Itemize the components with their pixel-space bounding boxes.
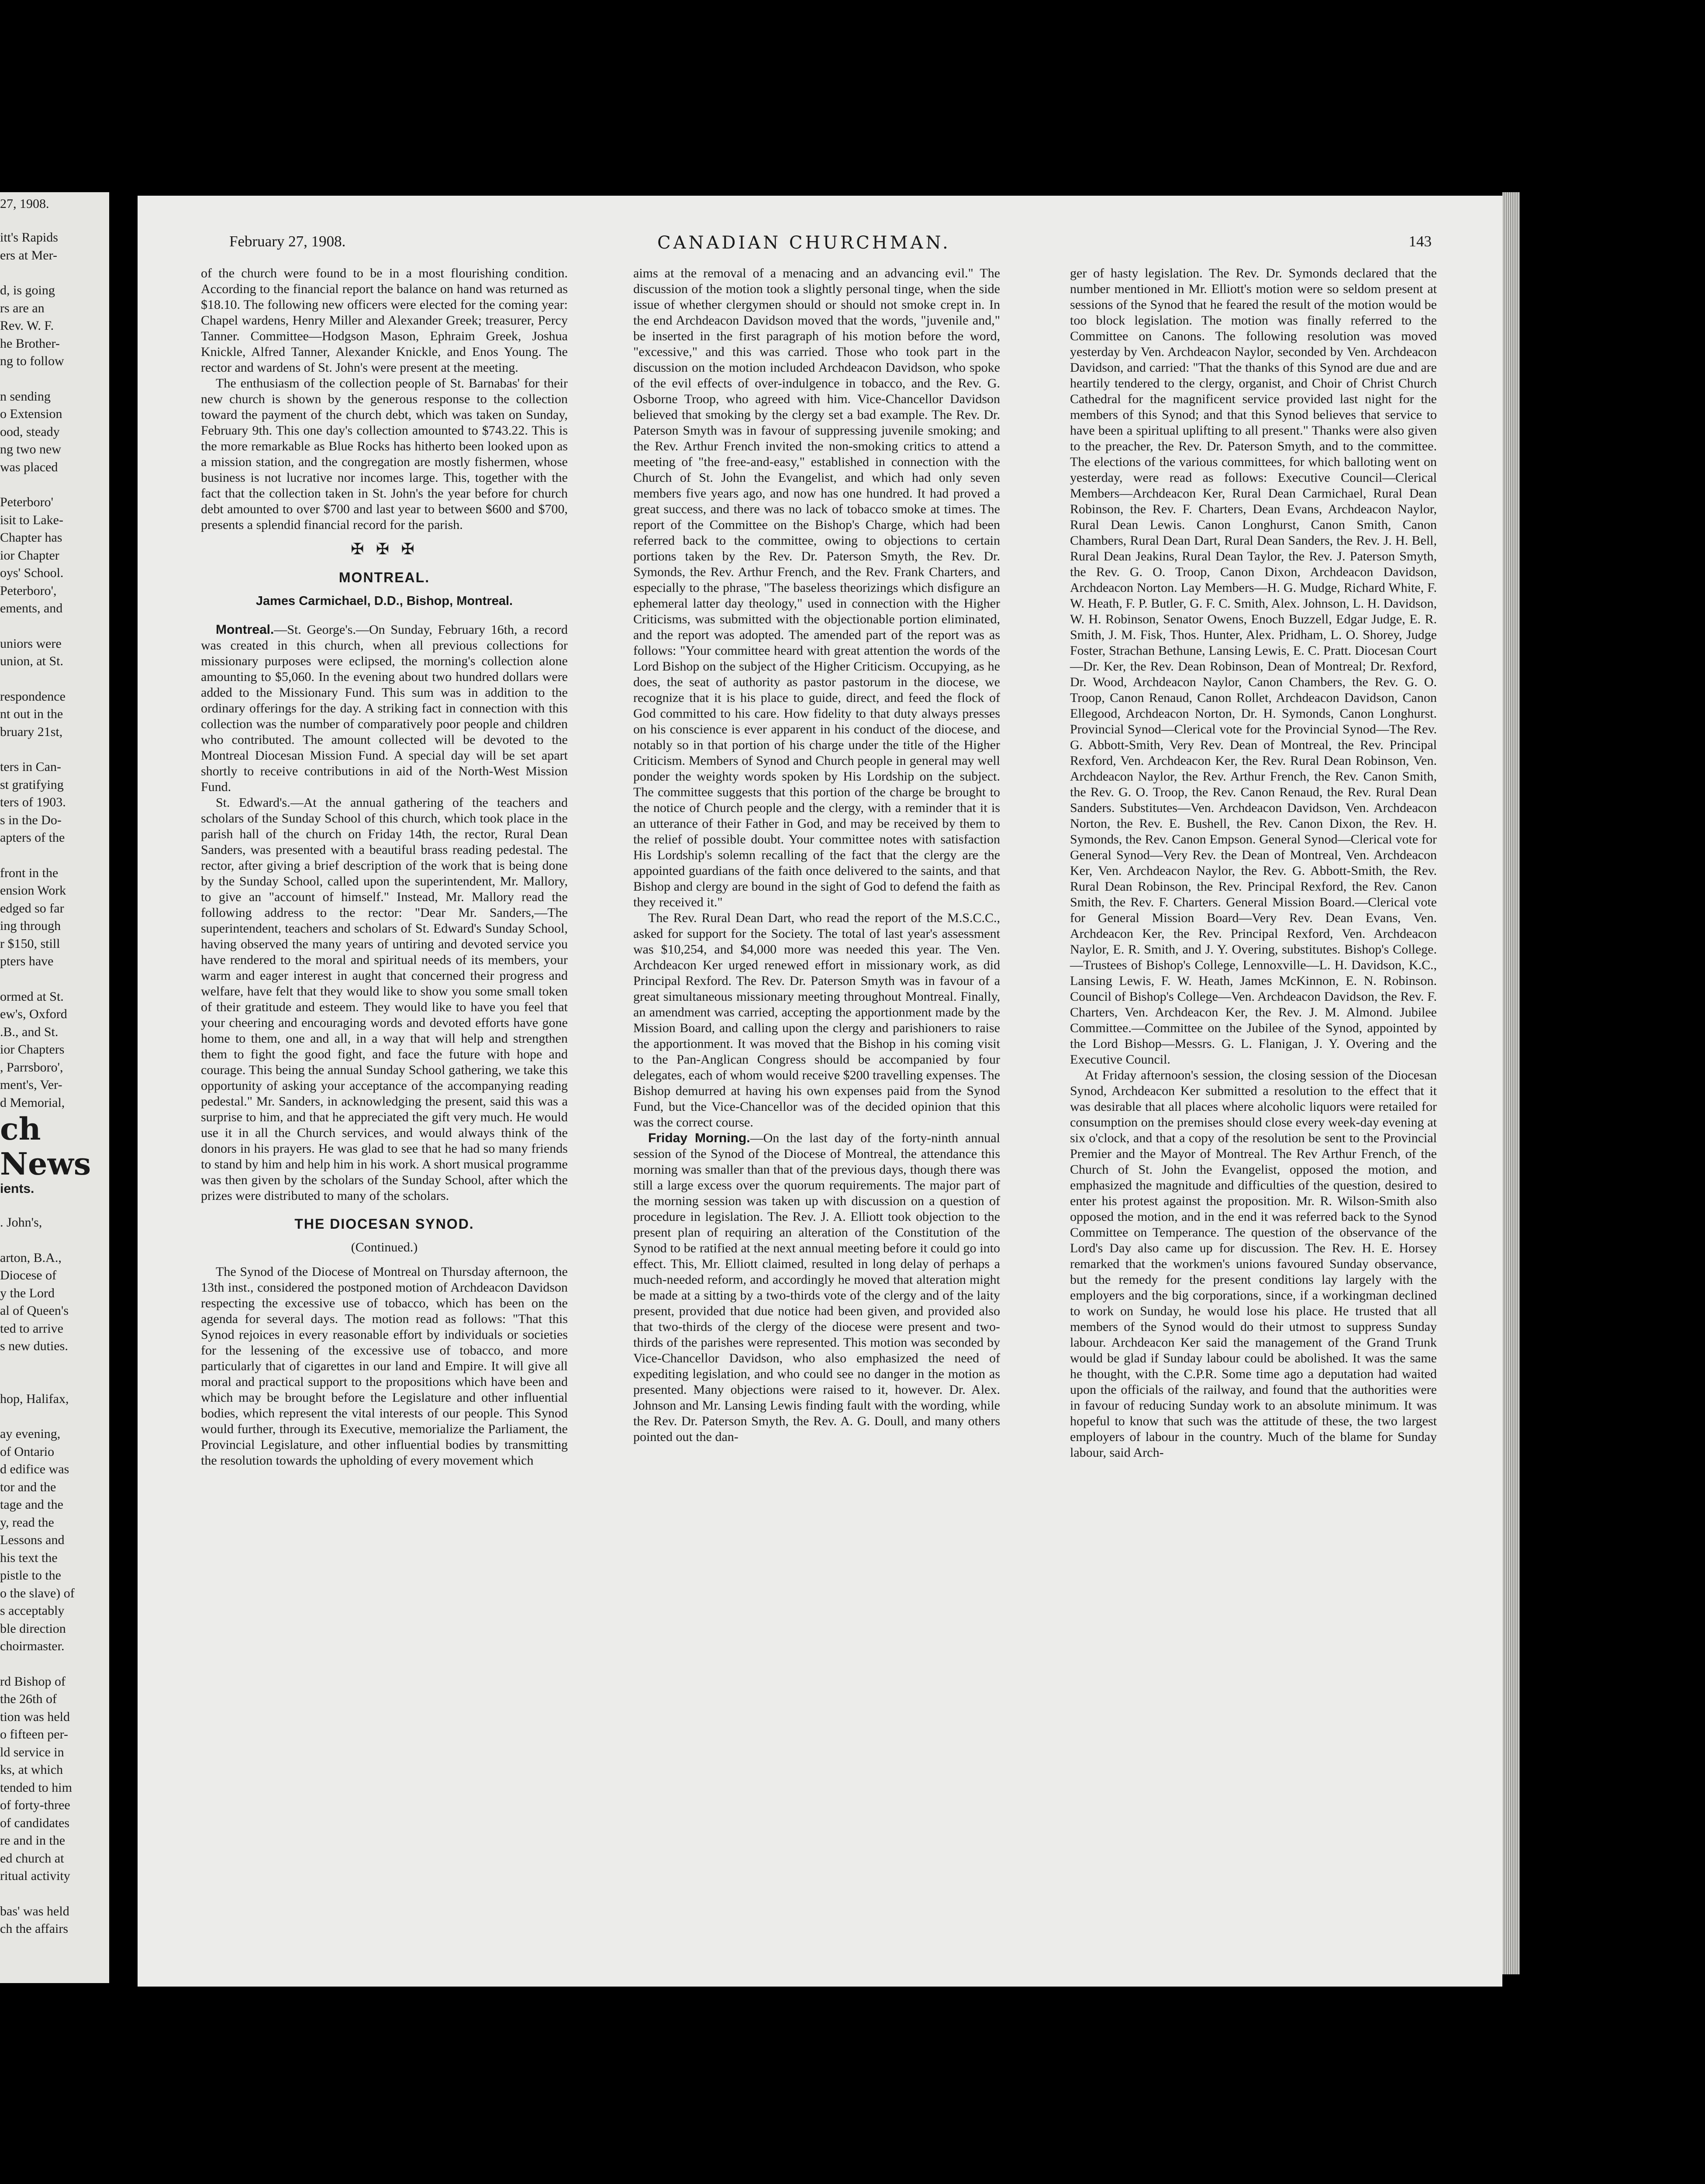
facing-page-line: of Ontario [0,1444,55,1459]
issue-date: February 27, 1908. [229,233,346,250]
column-3 [1070,266,1437,1461]
facing-page-line: r $150, still [0,936,60,951]
facing-page-line: was placed [0,460,58,474]
facing-page-line: s new duties. [0,1339,68,1353]
facing-page-line: ormed at St. [0,989,64,1004]
facing-page-banner: ch News [0,1111,91,1182]
facing-page-line [0,847,109,864]
facing-page-line: pters have [0,954,54,968]
facing-page-line: . John's, [0,1215,42,1230]
facing-page-line: union, at St. [0,654,64,668]
facing-page-line: ble direction [0,1621,66,1636]
facing-page-line: ay evening, [0,1427,61,1441]
facing-page-line: o Extension [0,407,62,421]
facing-page [0,192,109,1983]
facing-page-line: ted to arrive [0,1321,63,1336]
facing-page-line: ment's, Ver- [0,1078,62,1092]
facing-page-line [0,476,109,494]
publication-title: CANADIAN CHURCHMAN. [657,233,951,253]
paragraph: At Friday afternoon's session, the closing session of the Diocesan Synod, Archdeacon Ker submitted a resolution to the effect that it was desirable that all places where alcoholic liquors were retailed for consumption on the premises should close every week-day evening at six o'clock, and that a copy of the resolution be sent to the Provincial Premier and the Mayor of Montreal. The Rev Arthur French, of the Church of St. John the Evangelist, opposed the motion, and emphasized the magnitude and difficulties of the question, desired to enter his protest against the proposition. Mr. R. Wilson-Smith also opposed the motion, and in the end it was referred back to the Synod Committee on Temperance. The question of the observance of the Lord's Day also came up for discussion. The Rev. H. E. Horsey remarked that the workmen's unions favoured Sunday observance, but the remedy for the present conditions lay largely with the employers and the big corporations, since, if a workingman declined to work on Sunday, he would lose his place. He trusted that all members of the Synod would do their utmost to suppress Sunday labour. Archdeacon Ker said the management of the Grand Trunk would be glad if Sunday labour could be abolished. It was the same he thought, with the C.P.R. Some time ago a deputation had waited upon the officials of the railway, and found that the authorities were in favour of reducing Sunday work to an absolute minimum. It was hopeful to know that such was the attitude of these, the two largest employers of labour in the country. Much of the blame for Sunday labour, said Arch- [1070,1068,1437,1460]
section-heading-synod: THE DIOCESAN SYNOD. [294,1216,474,1232]
facing-page-line [0,264,109,282]
facing-page-line: s acceptably [0,1603,65,1618]
facing-page-line [0,1232,109,1249]
facing-page-line: ior Chapter [0,548,59,563]
facing-page-line: re and in the [0,1833,66,1848]
facing-page-line: Rev. W. F. [0,318,54,333]
facing-page-line: pistle to the [0,1568,61,1583]
facing-page-line: ed church at [0,1851,64,1866]
facing-page-line: ements, and [0,601,63,615]
facing-page-line: n sending [0,389,51,404]
facing-page-banner-sub: ients. [0,1182,35,1196]
paragraph-body: —On the last day of the forty-ninth annual session of the Synod of the Diocese of Montreal, the attendance this morning was smaller than that of the previous days, though there was still a large excess over the quorum requirements. The major part of the morning session was taken up with discussion on a question of procedure in legislation. The Rev. J. A. Elliott took objection to the present plan of requiring an alteration of the Constitution of the Synod to be ratified at the next annual meeting before it could go into effect. This, Mr. Elliott claimed, resulted in long delay of perhaps a much-needed reform, and accordingly he moved that alteration might be made at a sitting by a two-thirds vote of the clergy and of the laity present, provided that due notice had been given, and provided also that two-thirds of the clergy of the diocese were present and two-thirds of the parishes were represented. This motion was seconded by Vice-Chancellor Davidson, who also emphasized the need of expediting legislation, and who could see no danger in the motion as presented. Many objections were raised to it, however. Dr. Alex. Johnson and Mr. Lansing Lewis finding fault with the wording, while the Rev. Dr. Paterson Smyth, the Rev. A. G. Doull, and many others pointed out the dan- [633,1131,1000,1444]
facing-page-line: ing through [0,919,61,933]
facing-page-line: al of Queen's [0,1303,69,1318]
facing-page-line: the 26th of [0,1692,57,1706]
facing-page-line [0,1373,109,1390]
section-heading-montreal: MONTREAL. [338,570,430,585]
facing-page-line [0,1655,109,1673]
facing-page-line: ers at Mer- [0,248,58,263]
facing-page-line: tended to him [0,1780,72,1795]
facing-page-line: isit to Lake- [0,512,63,527]
book-gutter [109,192,138,1983]
facing-page-line: respondence [0,689,66,704]
facing-page-line: d Memorial, [0,1095,65,1110]
facing-page-line [0,370,109,388]
facing-page-line: st gratifying [0,777,64,792]
facing-page-line: itt's Rapids [0,230,58,245]
facing-page-line: front in the [0,865,59,880]
facing-page-line [0,1355,109,1373]
continued-note: (Continued.) [351,1240,418,1254]
facing-page-header: 27, 1908. [0,197,49,211]
facing-page-line: ters of 1903. [0,795,66,809]
facing-page-line [0,741,109,758]
facing-page-line: tage and the [0,1497,63,1512]
facing-page-line: ters in Can- [0,760,61,774]
facing-page-line: edged so far [0,901,64,916]
facing-page-line: rd Bishop of [0,1674,66,1689]
facing-page-line: ood, steady [0,424,60,439]
facing-page-line: bas' was held [0,1904,69,1918]
page-edge [1502,192,1520,1974]
facing-page-line: ng two new [0,442,61,456]
facing-page-line: of forty-three [0,1798,70,1812]
paragraph: ger of hasty legislation. The Rev. Dr. Symonds declared that the number mentioned in Mr. Elliott's motion were so seldom present at sessions of the Synod that he feared the result of the motion would be too block legislation. The motion was finally referred to the Committee on Canons. The following resolution was moved yesterday by Ven. Archdeacon Naylor, seconded by Ven. Archdeacon Davidson, and carried: "That the thanks of this Synod are due and are heartily tendered to the clergy, organist, and Choir of Christ Church Cathedral for the magnificent service provided last night for the members of this Synod; and that this Synod believes that service to have been a spiritual uplifting to all present." Thanks were also given to the preacher, the Rev. Dr. Paterson Smyth, and to the committee. The elections of the various committees, for which balloting went on yesterday, were read as follows: Executive Council—Clerical Members—Archdeacon Ker, Rural Dean Carmichael, Rural Dean Robinson, the Rev. F. Charters, Dean Evans, Archdeacon Naylor, Rural Dean Lewis. Canon Longhurst, Canon Smith, Canon Chambers, Rural Dean Dart, Rural Dean Sanders, the Rev. J. H. Bell, Rural Dean Jeakins, Rural Dean Taylor, the Rev. J. Paterson Smyth, the Rev. G. O. Troop, Canon Dixon, Archdeacon Davidson, Archdeacon Norton. Lay Members—H. G. Mudge, Richard White, F. W. Heath, F. P. Butler, G. F. C. Smith, Alex. Johnson, L. H. Davidson, W. H. Robinson, Senator Owens, Enoch Buzzell, Edgar Judge, E. R. Smith, J. M. Fisk, Thos. Hunter, Alex. Pridham, L. O. Shorey, Judge Foster, Strachan Bethune, Lansing Lewis, E. C. Pratt. Diocesan Court—Dr. Ker, the Rev. Dean Robinson, Dean of Montreal; Dr. Rexford, Dr. Wood, Archdeacon Naylor, Canon Chambers, the Rev. G. O. Troop, Canon Renaud, Canon Rollet, Archdeacon Davidson, Canon Ellegood, Archdeacon Norton, Dr. H. Symonds, Canon Longhurst. Provincial Synod—Clerical vote for the Provincial Synod—The Rev. G. Abbott-Smith, Very Rev. Dean of Montreal, the Rev. Principal Rexford, Ven. Archdeacon Ker, the Rev. Rural Dean Robinson, Ven. Archdeacon Naylor, the Rev. Arthur French, the Rev. Canon Smith, the Rev. G. O. Troop, the Rev. Canon Renaud, the Rev. Rural Dean Sanders. Substitutes—Ven. Archdeacon Davidson, Ven. Archdeacon Norton, the Rev. E. Bushell, the Rev. Canon Dixon, the Rev. H. Symonds, the Rev. Canon Empson. General Synod—Clerical vote for General Synod—Very Rev. the Dean of Montreal, Ven. Archdeacon Ker, Ven. Archdeacon Naylor, the Rev. G. Abbott-Smith, the Rev. Rural Dean Robinson, the Rev. Principal Rexford, the Rev. Canon Smith, the Rev. F. Charters. General Mission Board.—Clerical vote for General Mission Board—Very Rev. Dean Evans, Ven. Archdeacon Ker, the Rev. Principal Rexford, Ven. Archdeacon Naylor, E. R. Smith, and J. Y. Overing, substitutes. Bishop's College.—Trustees of Bishop's College, Lennoxville—L. H. Davidson, K.C., Lansing Lewis, F. W. Heath, James McKinnon, E. N. Robinson. Council of Bishop's College—Ven. Archdeacon Davidson, the Rev. F. Charters, Ven. Archdeacon Ker, the Rev. J. M. Almond. Jubilee Committee.—Committee on the Jubilee of the Synod, appointed by the Lord Bishop—Messrs. G. L. Flanigan, J. Y. Overing and the Executive Council. [1070,266,1437,1067]
facing-page-line: nt out in the [0,707,63,721]
facing-page-line: rs are an [0,301,45,315]
facing-page-line: Peterboro' [0,495,54,509]
facing-page-line: y the Lord [0,1286,55,1300]
facing-page-line: d, is going [0,283,55,297]
paragraph-body: —St. George's.—On Sunday, February 16th, a record was created in this church, when all previous collections for missionary purposes were eclipsed, the morning's collection alone amounting to $5,060. In the evening about two hundred dollars were added to the Missionary Fund. This sum was in addition to the ordinary offerings for the day. A striking fact in connection with this collection was the number of comparatively poor people and children who contributed. The amount collected will be devoted to the Montreal Diocesan Mission Fund. A special day will be set apart shortly to receive contributions in aid of the North-West Mission Fund. [201,622,568,794]
facing-page-line: .B., and St. [0,1024,59,1039]
facing-page-line: oys' School. [0,566,64,580]
column-1 [201,266,568,1469]
facing-page-line: he Brother- [0,336,60,351]
facing-page-line: s in the Do- [0,812,62,827]
facing-page-line: o the slave) of [0,1586,75,1600]
facing-page-line: Diocese of [0,1268,57,1282]
section-ornament: ✠ ✠ ✠ [351,540,418,558]
facing-page-line: Lessons and [0,1533,65,1547]
facing-page-line: uniors were [0,636,62,651]
facing-page-line [0,618,109,635]
facing-page-line [0,670,109,688]
facing-page-text-lower [0,1196,109,1938]
paragraph: aims at the removal of a menacing and an advancing evil." The discussion of the motion took a slightly personal tinge, when the side issue of whether clergymen should or should not smoke crept in. In the end Archdeacon Davidson moved that the words, "juvenile and," be inserted in the first paragraph of his motion before the word, "excessive," and this was carried. Those who took part in the discussion on the motion included Archdeacon Davidson, who spoke of the evil effects of over-indulgence in tobacco, and the Rev. G. Osborne Troop, who agreed with him. Vice-Chancellor Davidson believed that smoking by the clergy set a bad example. The Rev. Dr. Paterson Smyth was in favour of suppressing juvenile smoking; and the Rev. Arthur French invited the non-smoking critics to attend a meeting of "the free-and-easy," established in connection with the Church of St. John the Evangelist, and which had only seven members five years ago, and now has one hundred. It had proved a great success, and there was no lack of tobacco smoke at times. The report of the Committee on the Bishop's Charge, which had been referred back to the committee, owing to objections to certain portions taken by the Rev. Dr. Paterson Smyth, the Rev. Dr. Symonds, the Rev. Arthur French, and the Rev. Frank Charters, and especially to the phrase, "The baseless theorizings which disfigure an ephemeral latter day theology," used in connection with the Higher Criticisms, was submitted with the objectionable portion eliminated, and the report was adopted. The amended part of the report was as follows: "Your committee heard with great attention the words of the Lord Bishop on the subject of the Higher Criticism. Occupying, as he does, the seat of authority as pastor pastorum in the diocese, we recognize that it is his place to guide, direct, and feed the flock of God committed to his care. How fidelity to that duty always presses on his conscience is ever apparent in his conduct of the diocese, and notably so in that portion of his charge under the title of the Higher Criticism. Members of Synod and Church people in general may well ponder the weighty words spoken by His Lordship on the subject. The committee suggests that this portion of the charge be brought to the notice of Church people and the clergy, with a reminder that it is an utterance of their Father in God, and may be received by them to the relief of possible doubt. Your committee notes with satisfaction His Lordship's solemn recalling of the fact that the clergy are the appointed guardians of the faith once delivered to the saints, and that Bishop and clergy are bound in the sight of God to defend the faith as they received it." [633,266,1000,909]
paragraph: St. Edward's.—At the annual gathering of the teachers and scholars of the Sunday School of this church, which took place in the parish hall of the church on Friday 14th, the rector, Rural Dean Sanders, was presented with a beautiful brass reading pedestal. The rector, after giving a brief description of the work that is being done by the Sunday School, called upon the superintendent, Mr. Mallory, to give an "account of himself." Instead, Mr. Mallory read the following address to the rector: "Dear Mr. Sanders,—The superintendent, teachers and scholars of St. Edward's Sunday School, having observed the many years of untiring and devoted service you have rendered to the moral and spiritual needs of its members, your warm and eager interest in aught that concerned their progress and welfare, have felt that they would like to show you some small token of their gratitude and esteem. They would like to have you feel that your cheering and encouraging words and devoted efforts have gone home to them, one and all, in a way that will help and strengthen them to fight the good fight, and face the future with hope and courage. This being the annual Sunday School gathering, we take this opportunity of asking your acceptance of the accompanying reading pedestal." Mr. Sanders, in acknowledging the present, said this was a surprise to him, and that he appreciated the gift very much. He would use it in all the Church services, and would always think of the donors in his prayers. He was glad to see that he had so many friends to stand by him and help him in his work. A short musical programme was then given by the scholars of the Sunday School, after which the prizes were distributed to many of the scholars. [201,795,568,1203]
facing-page-line: o fifteen per- [0,1727,68,1742]
facing-page-line: arton, B.A., [0,1250,62,1265]
facing-page-line [0,1885,109,1903]
page-number: 143 [1408,233,1432,250]
newspaper-page [138,196,1502,1987]
facing-page-line: tor and the [0,1479,56,1494]
paragraph: The Rev. Rural Dean Dart, who read the report of the M.S.C.C., asked for support for the Society. The total of last year's assessment was $10,254, and $4,000 more was needed this year. The Ven. Archdeacon Ker urged renewed effort in missionary work, as did Principal Rexford. The Rev. Dr. Paterson Smyth was in favour of a great simultaneous missionary meeting throughout Montreal. Finally, an amendment was carried, accepting the apportionment made by the Mission Board, and calling upon the clergy and parishioners to raise the apportionment. It was moved that the Bishop in his coming visit to the Pan-Anglican Congress should be accompanied by four delegates, each of whom would receive $200 travelling expenses. The Bishop demurred at having his own expenses paid from the Synod Fund, but the Vice-Chancellor was of the decided opinion that this was the correct course. [633,911,1000,1130]
facing-page-line: Chapter has [0,530,62,545]
paragraph [633,1130,1000,1445]
facing-page-line: ks, at which [0,1762,63,1777]
facing-page-line: apters of the [0,830,65,845]
facing-page-line: Peterboro', [0,583,57,598]
bishop-subheading: James Carmichael, D.D., Bishop, Montreal. [255,594,513,608]
paragraph-lead: Montreal. [216,622,274,637]
facing-page-line: , Parrsboro', [0,1060,63,1075]
facing-page-line [0,1196,109,1214]
facing-page-line: ension Work [0,883,66,898]
facing-page-line: ior Chapters [0,1042,65,1057]
facing-page-line: tion was held [0,1709,70,1724]
column-2 [633,266,1000,1445]
facing-page-line: hop, Halifax, [0,1391,69,1406]
paragraph: The enthusiasm of the collection people of St. Barnabas' for their new church is shown by the generous response to the collection toward the payment of the church debt, which was taken on Sunday, February 9th. This one day's collection amounted to $743.22. This is the more remarkable as Blue Rocks has hitherto been looked upon as a mission station, and the congregation are mostly fishermen, whose business is not lucrative nor incomes large. This, together with the fact that the collection taken in St. John's the year before for church debt amounted to over $700 and last year to between $600 and $700, presents a splendid financial record for the parish. [201,376,568,532]
facing-page-line: d edifice was [0,1462,69,1476]
facing-page-line: bruary 21st, [0,724,63,739]
facing-page-line: ritual activity [0,1869,70,1883]
facing-page-line [0,1408,109,1425]
facing-page-line [0,971,109,988]
facing-page-line: y, read the [0,1515,54,1530]
paragraph [201,622,568,795]
facing-page-line: ch the affairs [0,1921,69,1936]
paragraph: of the church were found to be in a most flourishing condition. According to the financial report the balance on hand was returned as $18.10. The following new officers were elected for the coming year: Chapel wardens, Henry Miller and Alexander Greek; treasurer, Percy Tanner. Committee—Hodgson Mason, Ephraim Greek, Joshua Knickle, Alfred Tanner, Alexander Knickle, and Enos Young. The rector and wardens of St. John's were present at the meeting. [201,266,568,375]
facing-page-line: ld service in [0,1745,64,1759]
facing-page-text [0,229,109,1112]
paragraph-lead: Friday Morning. [648,1131,750,1145]
facing-page-line: of candidates [0,1815,70,1830]
paragraph: The Synod of the Diocese of Montreal on Thursday afternoon, the 13th inst., considered the postponed motion of Archdeacon Davidson respecting the excessive use of tobacco, which has been on the agenda for several days. The motion read as follows: "That this Synod rejoices in every reasonable effort by individuals or societies for the lessening of the excessive use of tobacco, and more particularly that of cigarettes in our land and Empire. It will give all moral and practical support to the propositions which have been and which may be brought before the Legislature and other influential bodies, which represent the vital interests of our people. This Synod would further, through its Executive, memorialize the Parliament, the Provincial Legislature, and other influential bodies by transmitting the resolution towards the upholding of every movement which [201,1265,568,1468]
facing-page-line: his text the [0,1550,58,1565]
facing-page-line: ng to follow [0,354,64,368]
running-head [138,233,1502,259]
facing-page-line: ew's, Oxford [0,1007,67,1021]
facing-page-line: choirmaster. [0,1639,65,1653]
